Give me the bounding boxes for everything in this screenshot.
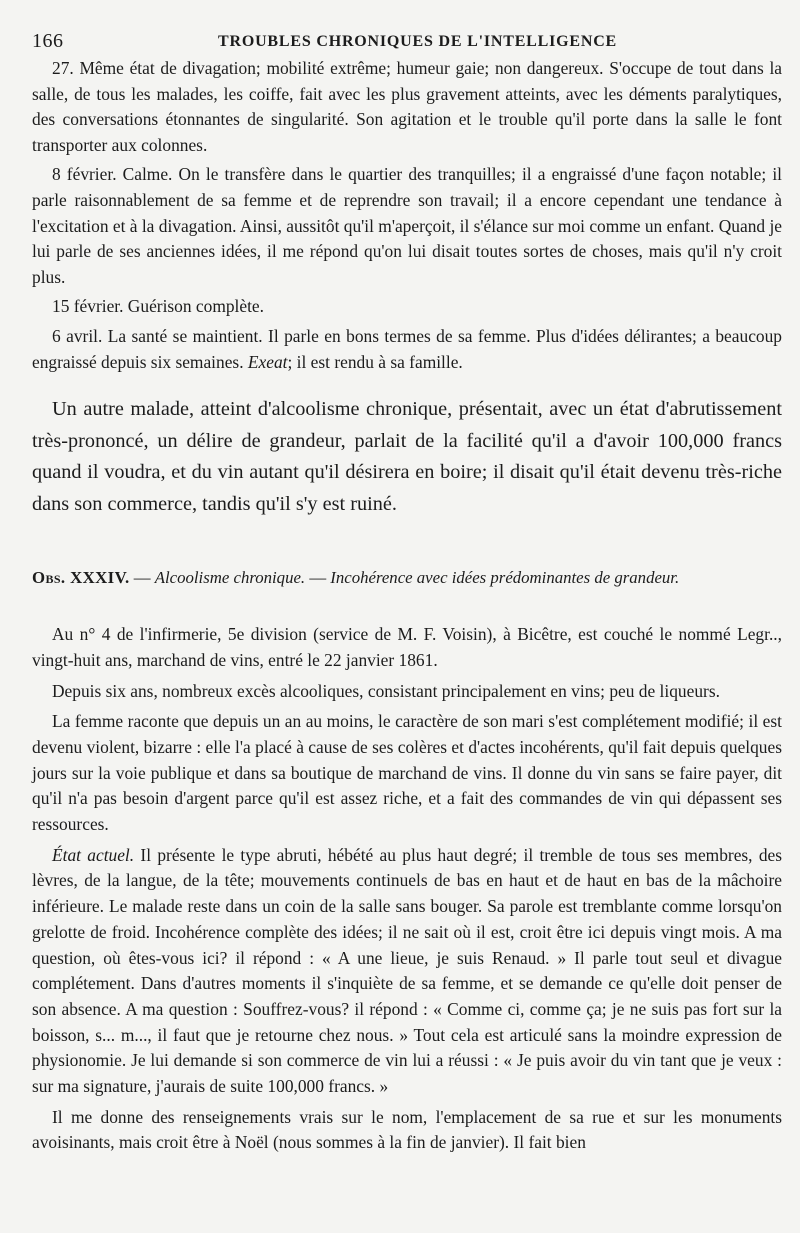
intro-paragraph-block [32,394,782,520]
case-note: 15 février. Guérison complète. [52,296,264,317]
case-note-text: 6 avril. La santé se maintient. Il parle en bons termes de sa femme. Plus d'idées délirantes; a beaucoup engraissé depuis six semaines. [32,325,782,372]
observation-heading [32,566,782,590]
observation-label: Obs. XXXIV. [32,568,130,588]
page-number: 166 [32,30,64,52]
case-notes [32,56,782,375]
observation-paragraph: Au n° 4 de l'infirmerie, 5e division (service de M. F. Voisin), à Bicêtre, est couché le nommé Legr.., vingt-huit ans, marchand de vins, entré le 22 janvier 1861. [32,624,782,670]
running-head [32,26,782,56]
etat-actuel-text: Il présente le type abruti, hébété au plus haut degré; il tremble de tous ses membres, des lèvres, de la langue, de la tête; mouvements continuels de bas en haut et de haut en bas de la mâchoire inférieure. Le malade reste dans un coin de la salle sans bouger. Sa parole est tremblante comme lorsqu'on grelotte de froid. Incohérence complète des idées; il ne sait où il est, croit être ici depuis vingt mois. A ma question, où êtes-vous ici? il répond : « A une lieue, je suis Renaud. » Il parle tout seul et divague complétement. Dans d'autres moments il s'inquiète de sa femme, et se demande ce qu'elle doit penser de son absence. A ma question : Souffrez-vous? il répond : « Comme ci, comme ça; je ne suis pas fort sur la boisson, s... m..., il faut que je retourne chez nous. » Tout cela est articulé sans la moindre expression de physionomie. Je lui demande si son commerce de vin lui a réussi : « Je puis avoir du vin tant que je veux : sur ma signature, j'aurais de suite 100,000 francs. » [32,844,783,1097]
case-note-text: ; il est rendu à sa famille. [287,351,463,372]
case-note: 27. Même état de divagation; mobilité extrême; humeur gaie; non dangereux. S'occupe de tout dans la salle, de tous les malades, les coiffe, fait avec les plus gravement atteints, avec les déments paralytiques, des conversations étonnantes de singularité. Son agitation et le trouble qu'il porte dans la salle le font transporter aux colonnes. [32,58,782,155]
etat-actuel-paragraph [32,843,782,1100]
observation-body [32,622,782,1156]
final-paragraph: Il me donne des renseignements vrais sur le nom, l'emplacement de sa rue et sur les monuments avoisinants, mais croit être à Noël (nous sommes à la fin de janvier). Il fait bien [32,1106,782,1153]
case-note [32,324,782,375]
heading-separator: — [129,568,155,588]
heading-separator: — [305,568,331,588]
case-note: 8 février. Calme. On le transfère dans le quartier des tranquilles; il a engraissé d'une façon notable; il parle raisonnablement de sa femme et de reprendre son travail; il a encore cependant une tendance à l'excitation et à la divagation. Ainsi, aussitôt qu'il m'aperçoit, il s'élance sur moi comme un enfant. Quand je lui parle de ses anciennes idées, il me répond qu'on lui disait toutes sortes de choses, mais qu'il n'y croit plus. [32,164,782,287]
observation-title: Alcoolisme chronique. [154,568,306,588]
running-title: TROUBLES CHRONIQUES DE L'INTELLIGENCE [218,33,618,50]
observation-paragraph: Depuis six ans, nombreux excès alcooliques, consistant principalement en vins; peu de liqueurs. [52,680,720,701]
observation-subtitle: Incohérence avec idées prédominantes de grandeur. [330,568,680,588]
observation-paragraph: La femme raconte que depuis un an au moins, le caractère de son mari s'est complétement modifié; il est devenu violent, bizarre : elle l'a placé à cause de ses colères et d'actes incohérents, qu'il fait depuis quelques jours sur la voie publique et dans sa boutique de marchand de vins. Il donne du vin sans se faire payer, dit qu'il n'a pas besoin d'argent parce qu'il est assez riche, et a fait des commandes de vin qui dépassent ses ressources. [32,711,782,835]
etat-actuel-lead: État actuel. [52,844,135,865]
intro-paragraph: Un autre malade, atteint d'alcoolisme chronique, présentait, avec un état d'abrutissement très-prononcé, un délire de grandeur, parlait de la facilité qu'il a d'avoir 100,000 francs quand il voudra, et du vin autant qu'il désirera en boire; il disait qu'il était devenu très-riche dans son commerce, tandis qu'il s'y est ruiné. [32,398,782,515]
exeat-term: Exeat [247,351,288,372]
